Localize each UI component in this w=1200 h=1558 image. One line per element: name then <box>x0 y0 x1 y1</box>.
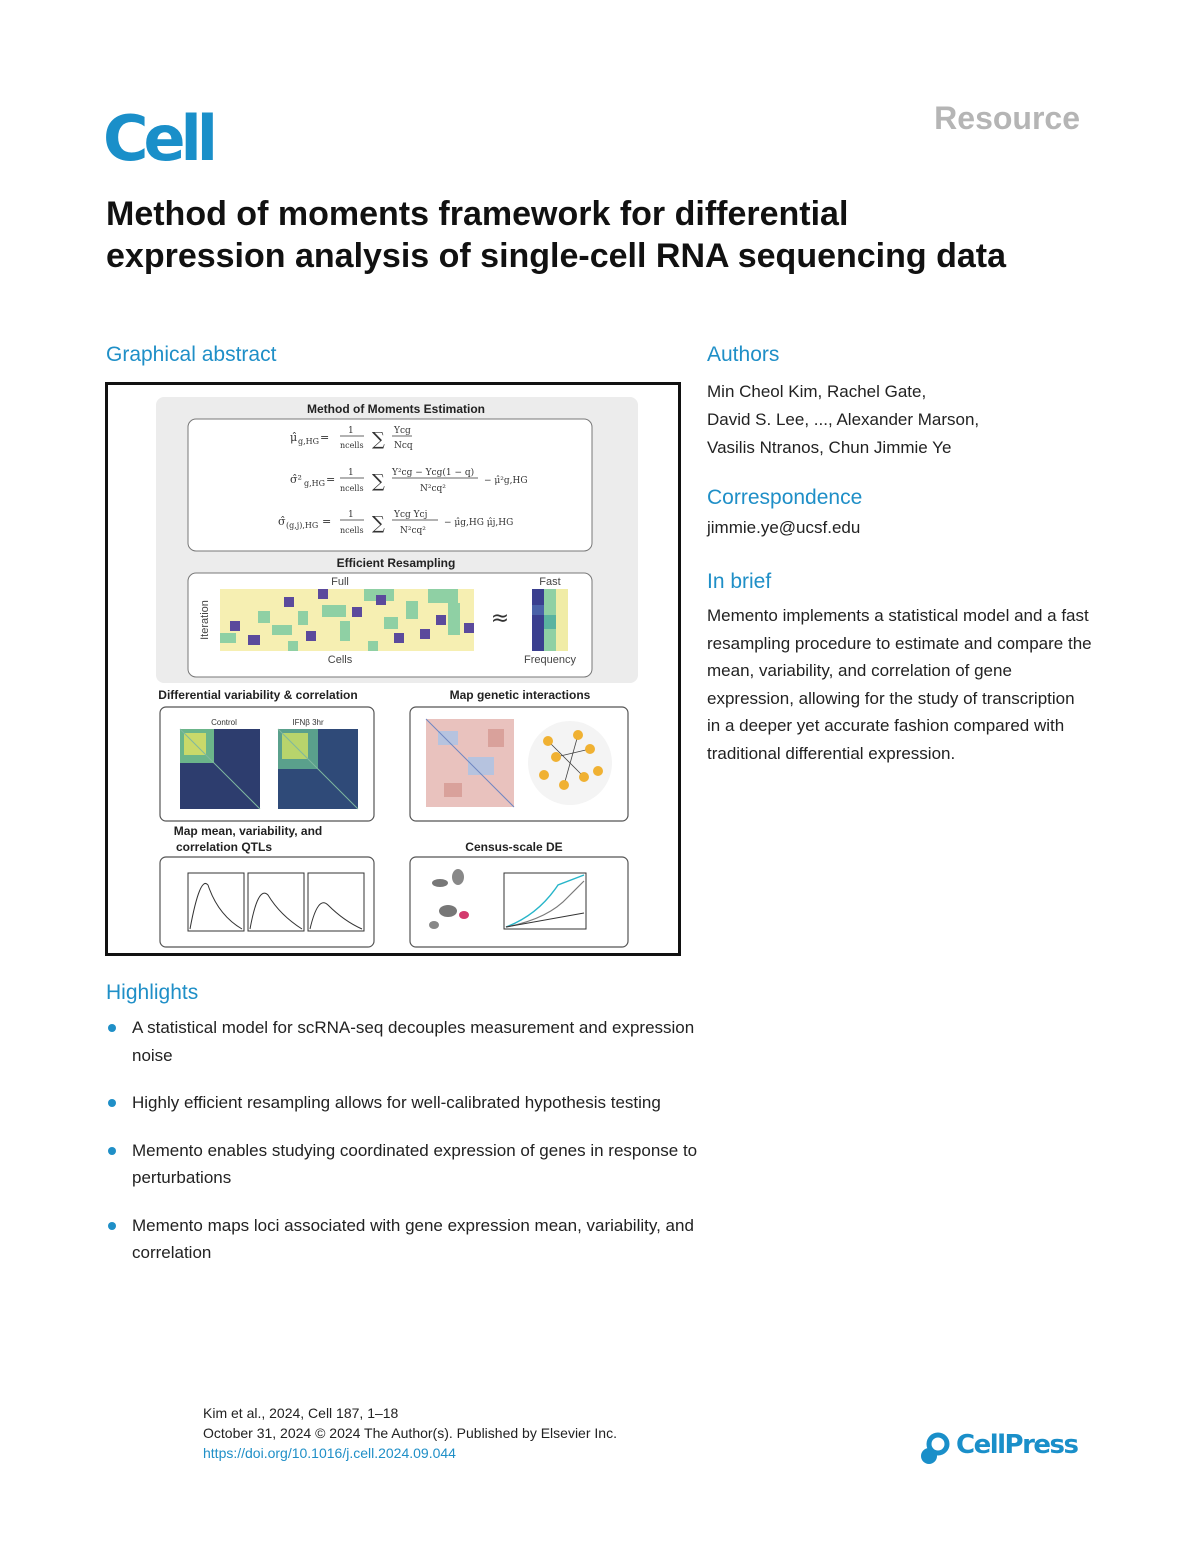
svg-text:g,HG: g,HG <box>298 437 320 446</box>
formula-box <box>188 419 592 551</box>
citation-block <box>203 1403 617 1463</box>
ifnb-correlation-matrix <box>278 729 358 809</box>
svg-text:ncells: ncells <box>340 526 364 535</box>
census-box <box>410 857 628 947</box>
interaction-heatmap <box>426 719 514 807</box>
author-line: Min Cheol Kim, Rachel Gate, <box>707 382 927 401</box>
resampling-title: Efficient Resampling <box>336 556 456 570</box>
svg-text:∑: ∑ <box>372 429 385 450</box>
cellpress-mark-icon <box>918 1432 952 1468</box>
qtl-title-line1: Map mean, variability, and <box>173 824 323 838</box>
genetic-title: Map genetic interactions <box>449 688 591 702</box>
ifnb-label: IFNβ 3hr <box>292 718 324 727</box>
author-line: David S. Lee, ..., Alexander Marson, <box>707 410 980 429</box>
bullet-icon <box>108 1099 116 1107</box>
graphical-abstract-figure <box>105 382 681 956</box>
in-brief-heading: In brief <box>707 570 772 593</box>
cells-label: Cells <box>327 654 353 666</box>
svg-text:Ncq: Ncq <box>394 441 413 451</box>
doi-link[interactable]: https://doi.org/10.1016/j.cell.2024.09.044 <box>203 1445 456 1461</box>
resampling-heatmap-fast <box>532 589 568 651</box>
svg-text:ncells: ncells <box>340 441 364 450</box>
cell-journal-logo: Cell <box>103 102 214 175</box>
control-correlation-matrix <box>180 729 260 809</box>
qtl-box <box>160 857 374 947</box>
highlight-item: Highly efficient resampling allows for well-calibrated hypothesis testing <box>106 1089 706 1117</box>
svg-text:=: = <box>322 515 332 528</box>
highlights-list <box>106 1014 706 1287</box>
svg-text:N²cq²: N²cq² <box>420 484 446 494</box>
svg-text:− μ̂g,HG μ̂j,HG: − μ̂g,HG μ̂j,HG <box>444 518 514 528</box>
qtl-title-line2: correlation QTLs <box>175 840 273 854</box>
citation-date-copyright: October 31, 2024 © 2024 The Author(s). Published by Elsevier Inc. <box>203 1425 617 1441</box>
svg-text:1: 1 <box>348 510 354 520</box>
svg-text:σ̂²: σ̂² <box>290 473 302 486</box>
article-type-label: Resource <box>934 100 1080 136</box>
authors-heading: Authors <box>707 343 780 366</box>
graphical-abstract-illustration <box>108 385 678 953</box>
graphical-abstract-heading: Graphical abstract <box>106 343 277 366</box>
iteration-label: Iteration <box>199 600 211 640</box>
svg-text:ncells: ncells <box>340 484 364 493</box>
bullet-icon <box>108 1222 116 1230</box>
svg-text:Ycg: Ycg <box>394 426 411 436</box>
svg-text:N²cq²: N²cq² <box>400 526 426 536</box>
highlight-item: Memento enables studying coordinated expression of genes in response to perturbations <box>106 1137 706 1192</box>
svg-text:1: 1 <box>348 426 354 436</box>
fast-label: Fast <box>539 576 561 588</box>
highlights-heading: Highlights <box>106 981 199 1004</box>
correspondence-email[interactable]: jimmie.ye@ucsf.edu <box>707 518 861 537</box>
control-label: Control <box>211 718 237 727</box>
citation-reference: Kim et al., 2024, Cell 187, 1–18 <box>203 1405 399 1421</box>
resampling-heatmap-full <box>220 589 474 651</box>
cellpress-logo <box>918 1428 1088 1468</box>
correspondence-heading: Correspondence <box>707 486 863 509</box>
census-title: Census-scale DE <box>465 840 563 854</box>
author-line: Vasilis Ntranos, Chun Jimmie Ye <box>707 438 952 457</box>
bullet-icon <box>108 1147 116 1155</box>
svg-text:Y²cg − Ycg(1 − q): Y²cg − Ycg(1 − q) <box>392 468 475 478</box>
highlight-item: Memento maps loci associated with gene expression mean, variability, and correlation <box>106 1212 706 1267</box>
approx-symbol: ≈ <box>490 606 510 631</box>
svg-text:Ycg Ycj: Ycg Ycj <box>394 510 428 520</box>
highlight-item: A statistical model for scRNA-seq decouples measurement and expression noise <box>106 1014 706 1069</box>
svg-text:1: 1 <box>348 468 354 478</box>
svg-text:∑: ∑ <box>372 513 385 534</box>
diffvar-title: Differential variability & correlation <box>158 688 358 702</box>
author-list <box>707 378 1107 462</box>
svg-text:− μ̂²g,HG: − μ̂²g,HG <box>484 476 528 486</box>
svg-text:∑: ∑ <box>372 471 385 492</box>
full-label: Full <box>331 576 349 588</box>
gene-network-graph <box>528 721 612 805</box>
cellpress-wordmark: CellPress <box>956 1430 1078 1460</box>
article-title: Method of moments framework for differential expression analysis of single-cell RNA sequencing data <box>106 195 1007 275</box>
frequency-label: Frequency <box>524 654 576 666</box>
svg-text:σ̂: σ̂ <box>278 515 286 528</box>
svg-text:=: = <box>326 473 336 486</box>
svg-text:g,HG: g,HG <box>304 479 326 488</box>
svg-text:μ̂: μ̂ <box>290 431 298 444</box>
svg-text:(g,j),HG: (g,j),HG <box>286 521 319 530</box>
in-brief-text: Memento implements a statistical model and a fast resampling procedure to estimate and compare the mean, variability, and correlation of gene expression, allowing for the study of transcription in a deeper yet accurate fashion compared with traditional differential expression. <box>707 606 1092 763</box>
bullet-icon <box>108 1024 116 1032</box>
svg-text:=: = <box>320 431 330 444</box>
mom-title: Method of Moments Estimation <box>307 402 485 416</box>
